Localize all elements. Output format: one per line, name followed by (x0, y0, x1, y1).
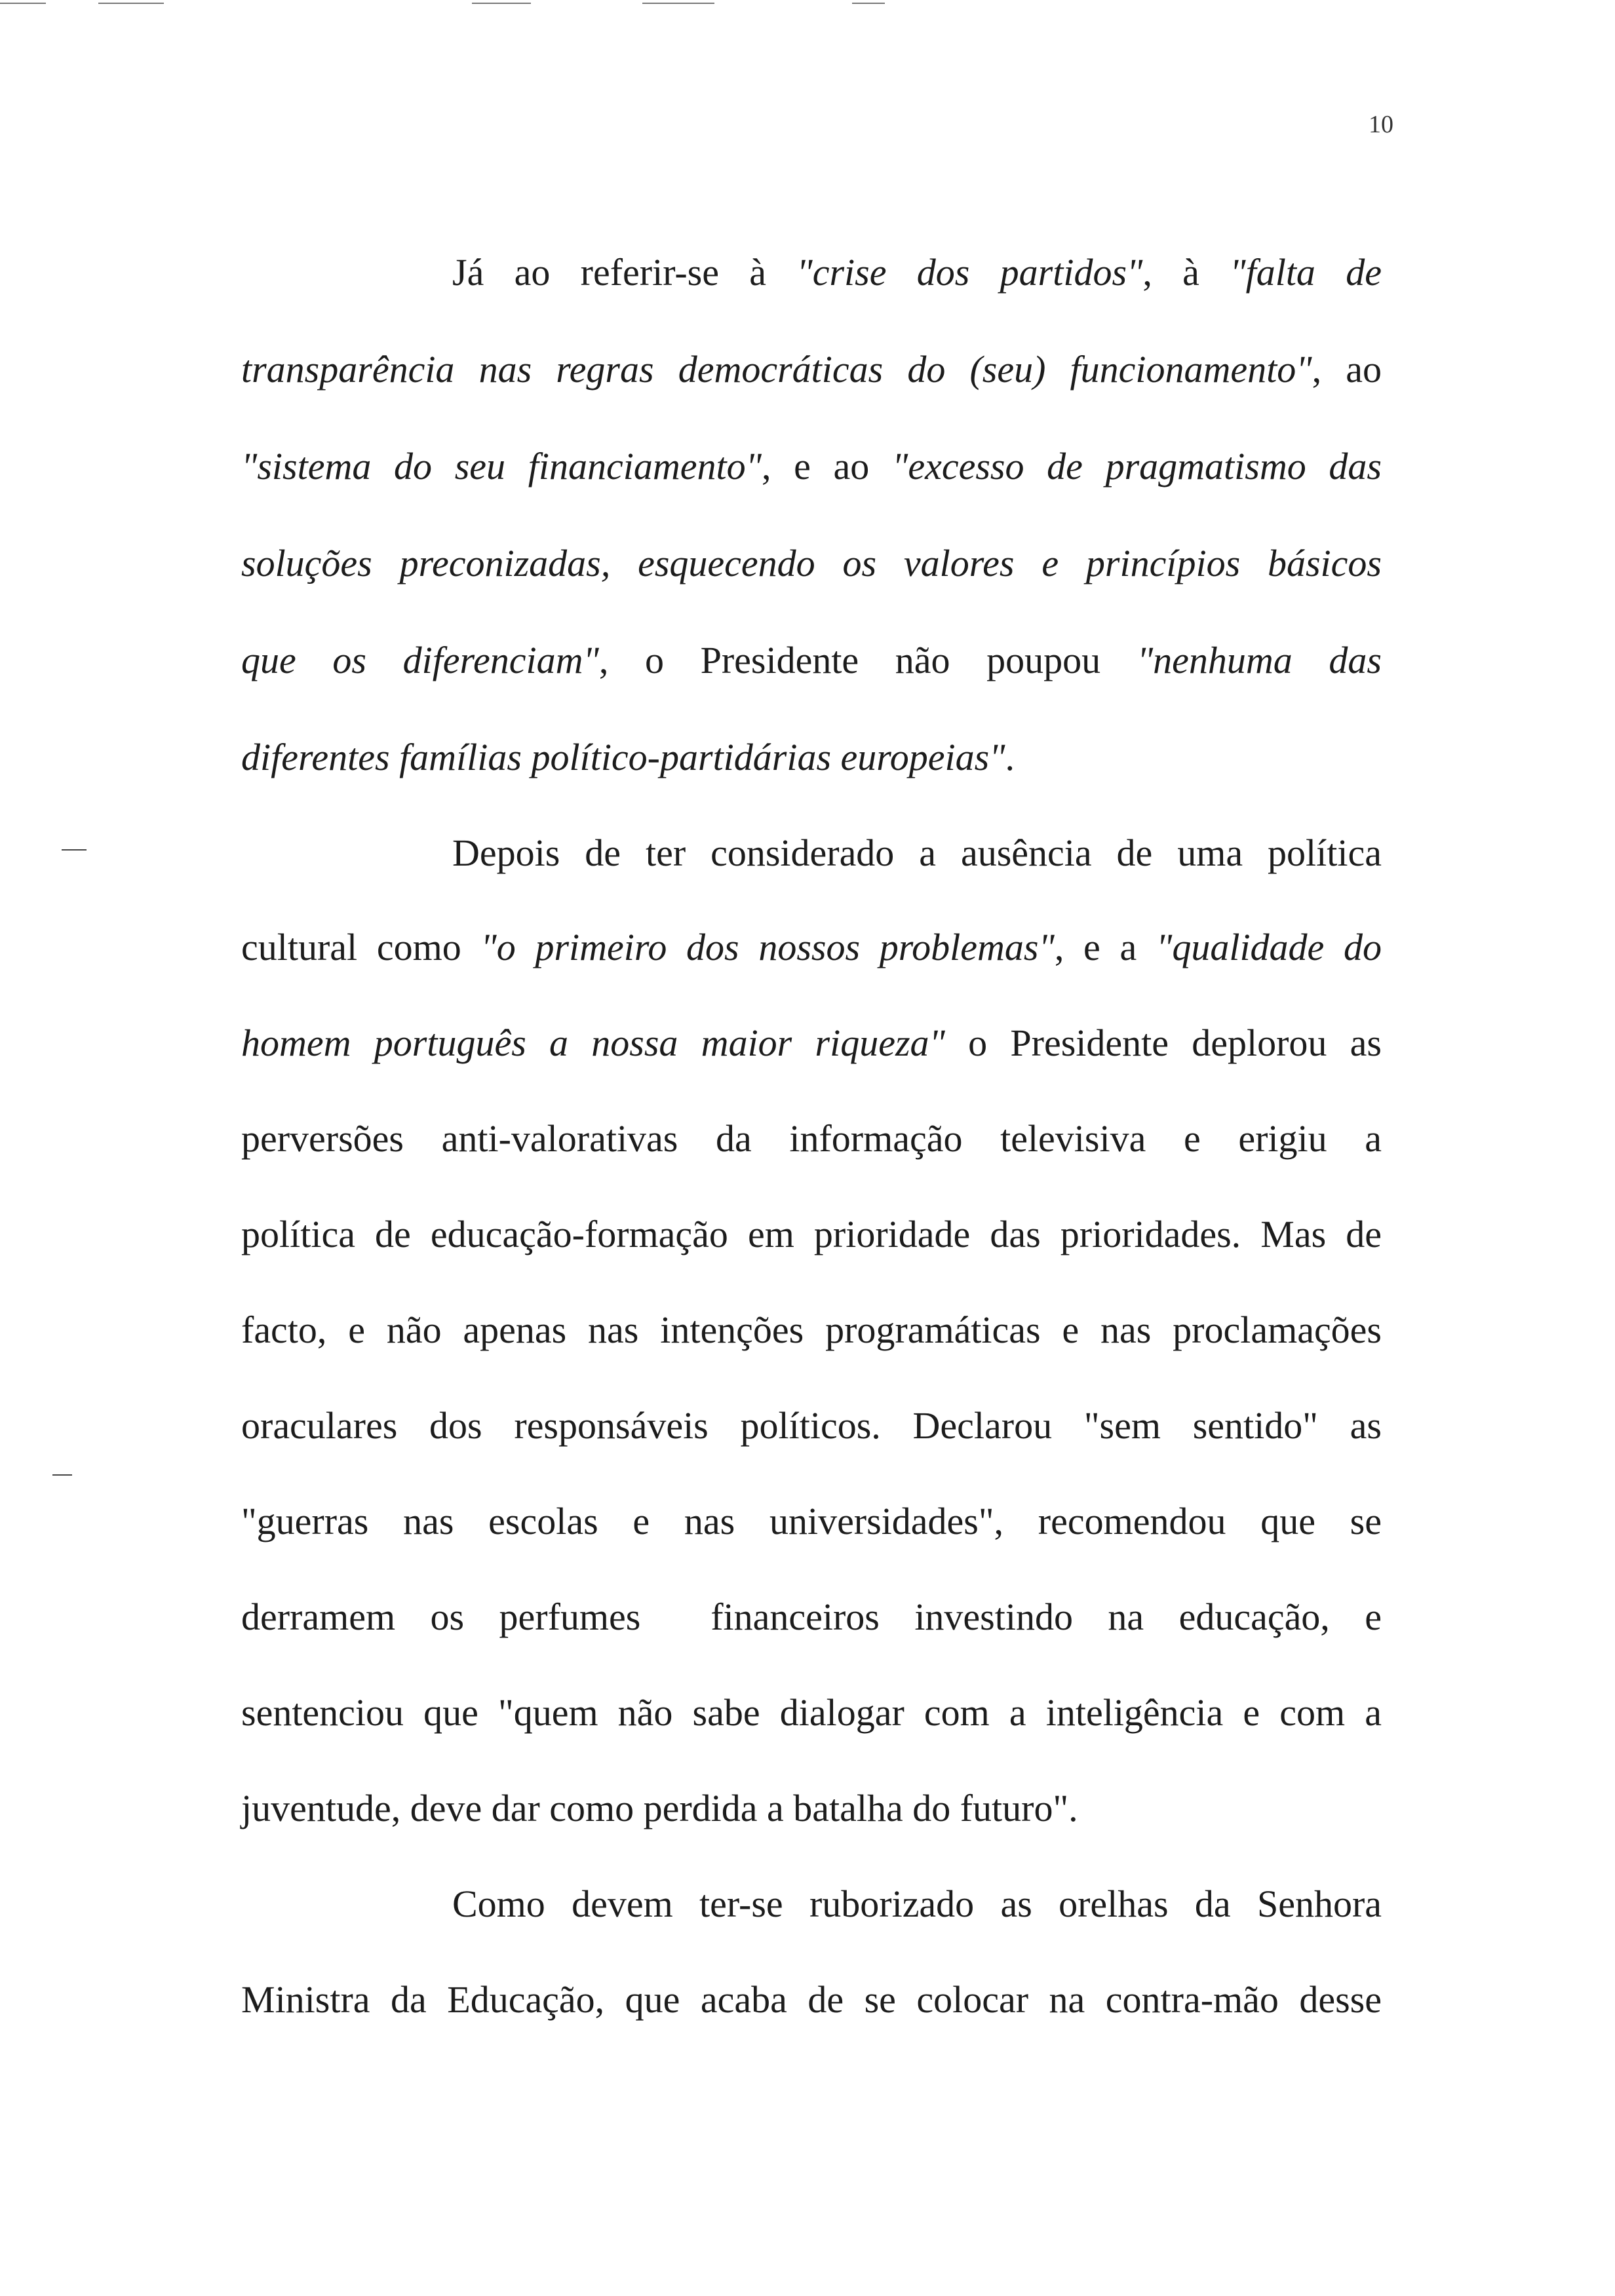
text-run: Depois de ter considerado a ausência de uma política (452, 832, 1382, 874)
text-run: Como devem ter-se ruborizado as orelhas da Senhora (452, 1883, 1382, 1925)
text-run: oraculares dos responsáveis políticos. Declarou "sem sentido" as (241, 1404, 1382, 1447)
text-run: Ministra da Educação, que acaba de se colocar na contra-mão desse (241, 1978, 1382, 2021)
top-scan-rule-5 (852, 3, 885, 4)
italic-quote: que os diferenciam" (241, 639, 599, 681)
margin-mark-1 (62, 849, 87, 851)
text-run: juventude, deve dar como perdida a batalha do futuro". (241, 1787, 1078, 1829)
text-run: , e a (1054, 926, 1156, 968)
text-run: derramem os perfumes financeiros investindo na educação, e (241, 1596, 1382, 1638)
italic-quote: soluções preconizadas, esquecendo os valores e princípios básicos (241, 542, 1382, 584)
text-line (241, 1498, 1382, 1545)
italic-quote: "nenhuma das (1137, 639, 1382, 681)
text-run: o Presidente deplorou as (944, 1022, 1382, 1064)
italic-quote: "falta de (1230, 251, 1382, 294)
text-run: , e ao (761, 445, 892, 488)
top-scan-rule-4 (642, 3, 714, 4)
text-line (241, 540, 1382, 587)
margin-mark-2 (52, 1474, 72, 1476)
text-run: , à (1142, 251, 1230, 294)
text-line (241, 1689, 1382, 1736)
text-run: facto, e não apenas nas intenções programáticas e nas proclamações (241, 1309, 1382, 1351)
text-line (241, 734, 1015, 781)
text-line (241, 1307, 1382, 1354)
text-run: perversões anti-valorativas da informação televisiva e erigiu a (241, 1117, 1382, 1160)
top-scan-rule-2 (98, 3, 164, 4)
text-run: Já ao referir-se à (452, 251, 797, 294)
italic-quote: transparência nas regras democráticas do (seu) funcionamento" (241, 348, 1312, 391)
text-line (241, 1115, 1382, 1162)
text-line (241, 1211, 1382, 1258)
italic-quote: "qualidade do (1156, 926, 1382, 968)
text-run: , ao (1312, 348, 1382, 391)
text-line (452, 1881, 1382, 1928)
text-line (452, 249, 1382, 296)
page-number: 10 (1369, 111, 1393, 138)
text-run: sentenciou que "quem não sabe dialogar com a inteligência e com a (241, 1691, 1382, 1734)
text-line (241, 1785, 1078, 1832)
italic-quote: "o primeiro dos nossos problemas" (480, 926, 1055, 968)
italic-quote: "sistema do seu financiamento" (241, 445, 762, 488)
top-scan-rule-1 (0, 3, 46, 4)
italic-quote: homem português a nossa maior riqueza" (241, 1022, 945, 1064)
text-run: . (1005, 736, 1015, 778)
text-run: "guerras nas escolas e nas universidades", recomendou que se (241, 1500, 1382, 1542)
text-run: , o Presidente não poupou (598, 639, 1137, 681)
text-line (241, 443, 1382, 490)
text-line (452, 830, 1382, 877)
text-run: cultural como (241, 926, 481, 968)
text-line (241, 1402, 1382, 1449)
text-run: política de educação-formação em prioridade das prioridades. Mas de (241, 1213, 1382, 1255)
italic-quote: "crise dos partidos" (796, 251, 1143, 294)
italic-quote: "excesso de pragmatismo das (892, 445, 1382, 488)
text-line (241, 1594, 1382, 1641)
top-scan-rule-3 (472, 3, 531, 4)
text-line (241, 924, 1382, 971)
italic-quote: diferentes famílias político-partidárias europeias" (241, 736, 1005, 778)
text-line (241, 1020, 1382, 1067)
text-line (241, 346, 1382, 393)
text-line (241, 637, 1382, 684)
text-line (241, 1976, 1382, 2023)
